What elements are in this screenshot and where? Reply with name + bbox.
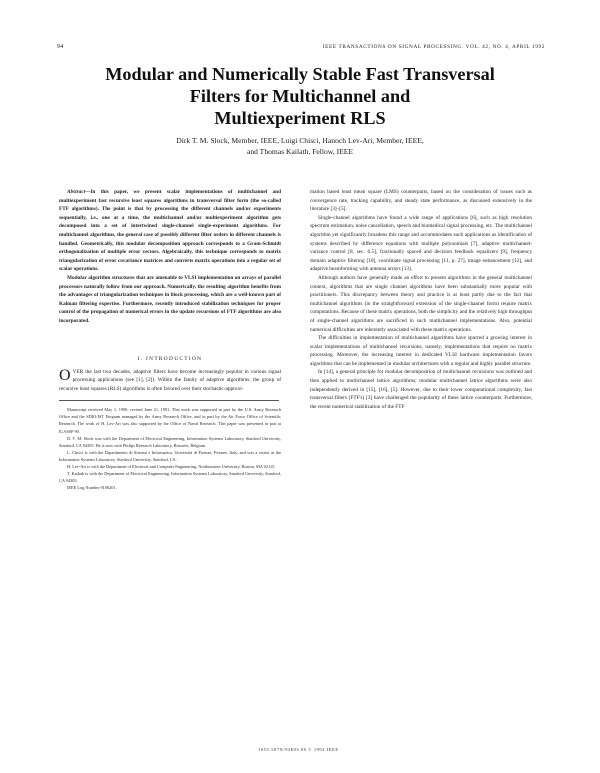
running-header: IEEE TRANSACTIONS ON SIGNAL PROCESSING. VOL. 42, NO. 4, APRIL 1992 <box>322 44 545 50</box>
right-paragraph-2: Single-channel algorithms have found a wide range of applications [6], such as high resolution spectrum estimation, noise cancellation, speech and biomedical signal processing, etc. The multichannel algorithm yet significantly broadens this range and accommodates such applications as identification of systems described by difference equations with multiple polynomials [7], adaptive multichannel-variance control [8, sec. 6.5], fractionally spaced and decision feedback equalizers [9], frequency domain adaptive filtering [10], coordinate signal processing [11, p. 27], image enhancement [12], and adaptive beamforming with antenna arrays [13]. <box>310 214 532 273</box>
abstract-paragraph-1 <box>59 188 281 274</box>
right-paragraph-1: mation based least mean square (LMS) counterparts, based on the consideration of issues such as convergence rate, tracking capability, and steady state performance, as discussed extensively in the literature [3]–[5]. <box>310 189 532 213</box>
intro-text-1: VER the last two decades, adaptive filters have become increasingly popular in various signal processing applications (see [1], [2]). Within the family of adaptive algorithms, the group of recursive least squares (RLS) algorithms is often favored over their stochastic-approxi- <box>59 368 281 392</box>
page-number: 94 <box>57 44 64 50</box>
right-paragraph-4: The difficulties in implementation of multichannel algorithms have spurred a growing interest in scalar implementations of multichannel recursions, namely, implementations that require no matrix processing. Moreover, the increasing interest in dedicated VLSI hardware implementation favors algorithms that can be implemented in modular architectures with a regular and highly parallel structure. <box>310 335 532 367</box>
intro-text <box>59 368 281 394</box>
footnote-kailath: T. Kailath is with the Department of Electrical Engineering, Information Systems Laboratory, Stanford University, Stanford, CA 94305. <box>59 471 281 484</box>
intro-paragraph-1 <box>59 368 281 394</box>
title-line-3: Multiexperiment RLS <box>214 108 386 128</box>
right-paragraph-3: Although authors have generally made an effort to present algorithms in the general multichannel context, algorithms that are single channel algorithms have been substantially more popular with practitioners. This discrepancy between theory and practice is at least partly due to the fact that multichannel algorithms (in the straightforward extension of the single-channel form) require matrix computations. Because of these matrix operations, both the simplicity and the relatively high throughput of single-channel algorithms are sacrificed in such multichannel implementations. Also, potential numerical difficulties are inherently associated with these matrix operations. <box>310 274 532 333</box>
right-column <box>310 188 532 411</box>
footnote-lev-ari: H. Lev-Ari is with the Department of Electrical and Computer Engineering, Northeastern University, Boston, MA 02115. <box>67 464 276 470</box>
abstract-text-1: In this paper, we present scalar implementations of multichannel and multiexperiment fast recursive least squares algorithms in transversal filter form (the so-called FTF algorithms). The point is that by processing the different channels and/or experiments sequentially, i.e., one at a time, the multichannel and/or multiexperiment algorithm gets decomposed into a set of intertwined single-channel single-experiment algorithms. For multichannel algorithms, the general case of possibly different filter orders in different channels is handled. Geometrically, this modular decomposition approach corresponds to a Gram-Schmidt orthogonalization of multiple error vectors. Algebraically, this technique corresponds to matrix triangularization of error covariance matrices and converts matrix operations into a regular set of scalar operations. <box>59 189 281 273</box>
section-heading: I. INTRODUCTION <box>137 355 203 362</box>
paper-title <box>60 63 540 129</box>
abstract <box>59 188 281 326</box>
footnote-log-number: IEEE Log Number 9106201. <box>67 485 117 491</box>
right-paragraph-5: In [14], a general principle for modular decomposition of multichannel recursions was outlined and then applied to multichannel lattice algorithms; modular multichannel lattice algorithms were also independently derived in [15], [16], [5]. However, due to their lower computational complexity, fast transversal filters (FTF's) [3] have challenged the popularity of these lattice counterparts. Furthermore, the recent numerical stabilization of the FTF <box>310 369 532 410</box>
title-line-1: Modular and Numerically Stable Fast Transversal <box>105 64 495 84</box>
abstract-paragraph-2: Modular algorithm structures that are amenable to VLSI implementation on arrays of parallel processors naturally follow from our approach. Numerically, the resulting algorithm benefits from the advantages of triangularization techniques in block processing, which are a well-known part of Kalman filtering expertise. Furthermore, recently introduced stabilization techniques for proper control of the propagation of numerical errors in the update recursions of FTF algorithms are also incorporated. <box>59 274 281 324</box>
authors-line-2: and Thomas Kailath, Fellow, IEEE <box>246 147 354 156</box>
footnote-rule <box>59 400 279 401</box>
title-line-2: Filters for Multichannel and <box>189 86 411 106</box>
footnote-received: Manuscript received May 1, 1990; revised June 21, 1991. This work was supported in part by the U.S. Army Research Office and the SDIO/IST Program managed by the Army Research Office, and in part by the Air Force Office of Scientific Research. The work of H. Lev-Ari was also supported by the Office of Naval Research. This paper was presented in part at ICASSP 90. <box>59 407 281 434</box>
drop-cap: O <box>59 366 71 384</box>
left-column <box>59 188 281 491</box>
footnote-chisci: L. Chisci is with the Dipartimento di Sistemi e Informatica, Università di Firenze, Firenze, Italy, and was a visitor at the Information Systems Laboratory, Stanford University, Stanford, CA. <box>59 449 281 462</box>
abstract-label: Abstract— <box>67 189 91 195</box>
author-list <box>70 135 530 157</box>
authors-line-1: Dirk T. M. Slock, Member, IEEE, Luigi Chisci, Hanoch Lev-Ari, Member, IEEE, <box>176 136 424 145</box>
copyright-line: 1053-587X/92$03.00 © 1992 IEEE <box>258 747 339 752</box>
footnote-slock: D. T. M. Slock was with the Department of Electrical Engineering, Information Systems Laboratory, Stanford University, Stanford, CA 94305. He is now with Philips Research Laboratory, Brussels, Belgium. <box>59 435 281 448</box>
footnotes <box>59 406 281 491</box>
